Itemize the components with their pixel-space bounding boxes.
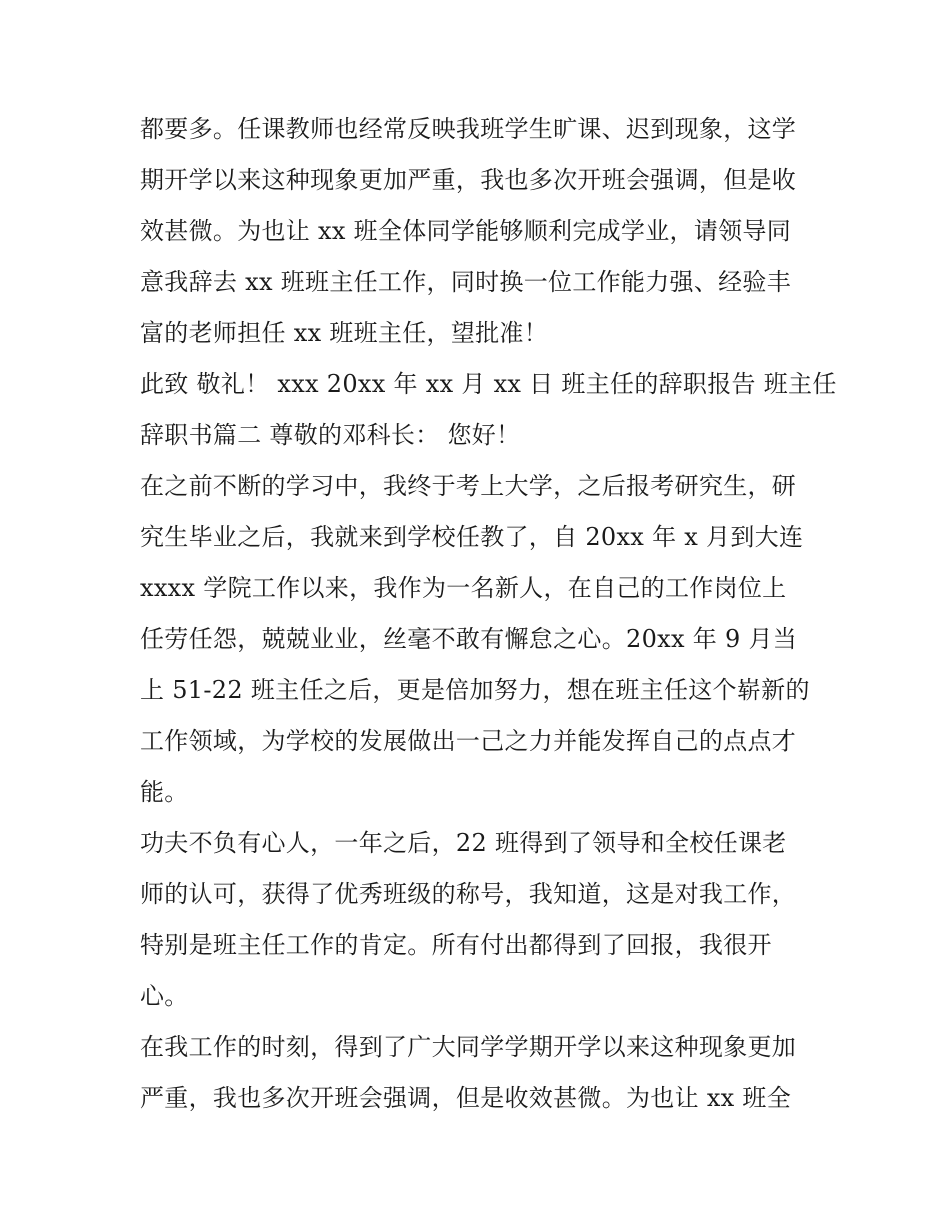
text-line: 究生毕业之后，我就来到学校任教了，自 20xx 年 x 月到大连: [140, 523, 804, 551]
text-line: 在之前不断的学习中，我终于考上大学，之后报考研究生，研: [140, 472, 797, 500]
document-body: [140, 104, 837, 1124]
text-line: 严重，我也多次开班会强调，但是收效甚微。为也让 xx 班全: [140, 1084, 792, 1112]
text-line: 辞职书篇二 尊敬的邓科长： 您好！: [140, 421, 521, 449]
text-line: 效甚微。为也让 xx 班全体同学能够顺利完成学业，请领导同: [140, 217, 792, 245]
text-line: 工作领域，为学校的发展做出一己之力并能发挥自己的点点才: [140, 727, 797, 755]
text-line: 期开学以来这种现象更加严重，我也多次开班会强调，但是收: [140, 166, 797, 194]
text-line: 在我工作的时刻，得到了广大同学学期开学以来这种现象更加: [140, 1033, 797, 1061]
text-line: 任劳任怨，兢兢业业，丝毫不敢有懈怠之心。20xx 年 9 月当: [140, 625, 798, 653]
text-line: 此致 敬礼！ xxx 20xx 年 xx 月 xx 日 班主任的辞职报告 班主任: [140, 370, 837, 398]
text-line: 富的老师担任 xx 班班主任，望批准！: [140, 319, 549, 347]
text-line: 特别是班主任工作的肯定。所有付出都得到了回报，我很开: [140, 931, 772, 959]
text-line: 都要多。任课教师也经常反映我班学生旷课、迟到现象，这学: [140, 115, 797, 143]
text-line: 功夫不负有心人，一年之后，22 班得到了领导和全校任课老: [140, 829, 787, 857]
text-line: 上 51-22 班主任之后，更是倍加努力，想在班主任这个崭新的: [140, 676, 810, 704]
text-line: 心。: [140, 982, 189, 1010]
text-line: xxxx 学院工作以来，我作为一名新人，在自己的工作岗位上: [140, 574, 787, 602]
text-line: 师的认可，获得了优秀班级的称号，我知道，这是对我工作，: [140, 880, 797, 908]
text-line: 意我辞去 xx 班班主任工作，同时换一位工作能力强、经验丰: [140, 268, 792, 296]
text-line: 能。: [140, 778, 189, 806]
